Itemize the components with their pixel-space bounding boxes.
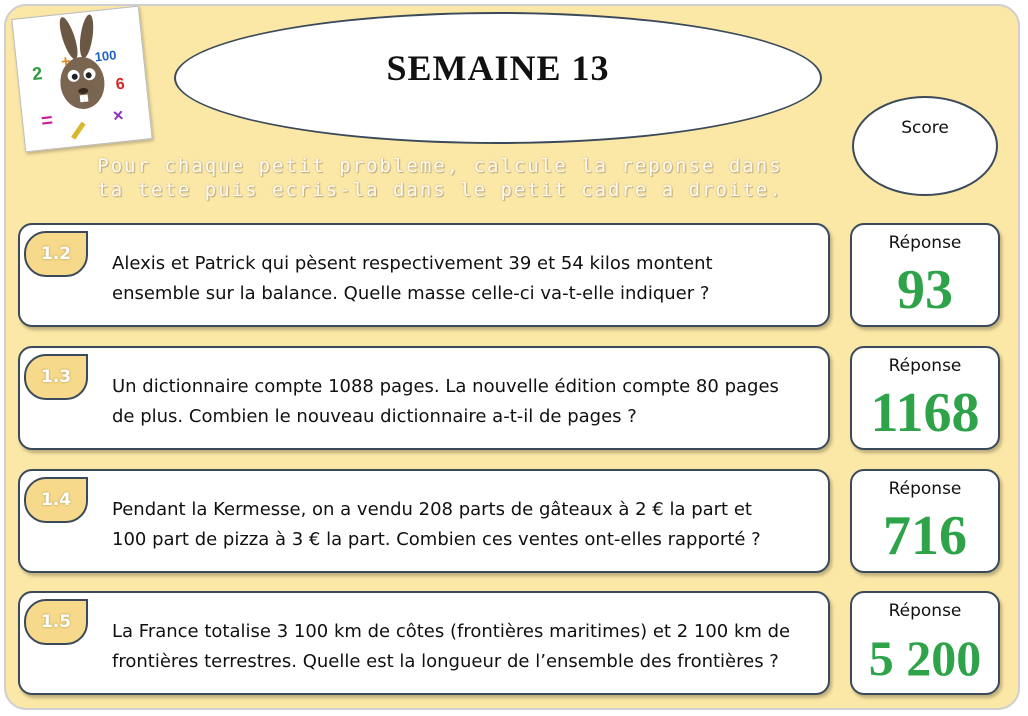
problem-number-tag (24, 354, 88, 400)
problem-number-tag (24, 231, 88, 277)
answer-value: 5 200 (868, 630, 982, 686)
problem-line-1: Alexis et Patrick qui pèsent respectivement 39 et 54 kilos montent (112, 253, 713, 274)
logo-symbol-100: 100 (93, 47, 118, 65)
problem-line-1: La France totalise 3 100 km de côtes (frontières maritimes) et 2 100 km de (112, 621, 791, 642)
answer-box-1-5[interactable] (850, 591, 1000, 695)
score-oval[interactable] (852, 96, 998, 196)
problem-text (112, 617, 812, 677)
answer-value: 93 (897, 259, 953, 321)
page-title: SEMAINE 13 (386, 48, 610, 88)
logo-symbol-times: × (111, 104, 125, 126)
rabbit-logo-svg (12, 7, 151, 151)
score-label: Score (901, 118, 949, 138)
problem-text (112, 249, 812, 309)
logo-symbol-plus: + (60, 53, 72, 72)
problem-number: 1.5 (40, 612, 72, 632)
problem-number: 1.3 (40, 367, 72, 387)
problem-text (112, 372, 812, 432)
instructions (50, 154, 830, 202)
problem-box-1-2 (18, 223, 830, 327)
logo-symbol-6: 6 (114, 75, 126, 94)
problem-number-tag (24, 477, 88, 523)
problem-line-2: 100 part de pizza à 3 € la part. Combien ces ventes ont-elles rapporté ? (112, 529, 761, 550)
answer-label: Réponse (888, 479, 962, 499)
answer-value: 716 (883, 505, 967, 567)
rabbit-logo-icon (11, 6, 152, 153)
problem-line-2: de plus. Combien le nouveau dictionnaire a-t-il de pages ? (112, 406, 637, 427)
instructions-line-1: Pour chaque petit probleme, calcule la reponse dans (97, 155, 783, 177)
title-oval (174, 12, 822, 144)
answer-label: Réponse (888, 356, 962, 376)
problem-number-tag (24, 599, 88, 645)
logo-symbol-equals: = (40, 109, 54, 133)
problem-line-2: frontières terrestres. Quelle est la longueur de l’ensemble des frontières ? (112, 651, 779, 672)
problem-number: 1.2 (40, 244, 72, 264)
answer-box-1-3[interactable] (850, 346, 1000, 450)
problem-box-1-5 (18, 591, 830, 695)
problem-box-1-3 (18, 346, 830, 450)
problem-box-1-4 (18, 469, 830, 573)
problem-line-1: Pendant la Kermesse, on a vendu 208 parts de gâteaux à 2 € la part et (112, 499, 752, 520)
problem-line-2: ensemble sur la balance. Quelle masse celle-ci va-t-elle indiquer ? (112, 283, 710, 304)
answer-label: Réponse (888, 233, 962, 253)
answer-label: Réponse (888, 601, 962, 621)
problem-number: 1.4 (40, 490, 72, 510)
instructions-line-2: ta tete puis ecris-la dans le petit cadre a droite. (97, 179, 783, 201)
problem-line-1: Un dictionnaire compte 1088 pages. La nouvelle édition compte 80 pages (112, 376, 779, 397)
answer-box-1-2[interactable] (850, 223, 1000, 327)
answer-value: 1168 (870, 382, 980, 444)
answer-box-1-4[interactable] (850, 469, 1000, 573)
problem-text (112, 495, 812, 555)
logo-symbol-2: 2 (31, 63, 44, 85)
